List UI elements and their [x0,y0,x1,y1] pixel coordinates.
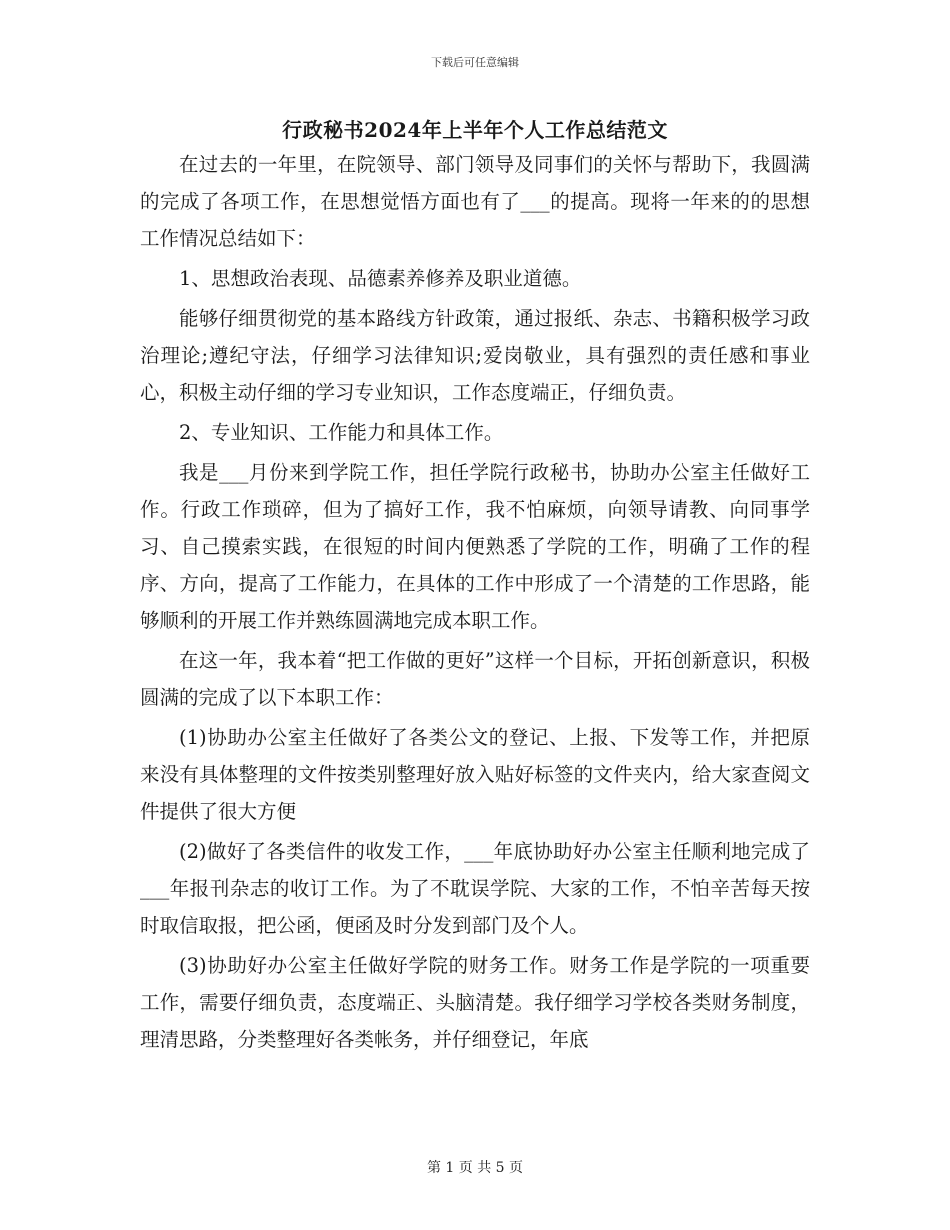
list-item-2: (2)做好了各类信件的收发工作，___年底协助好办公室主任顺利地完成了___年报刊杂志的收订工作。为了不耽误学院、大家的工作，不怕辛苦每天按时取信取报，把公函，便函及时分发到部门及个人。 [140,840,810,937]
list-item-3: (3)协助好办公室主任做好学院的财务工作。财务工作是学院的一项重要工作，需要仔细负责，态度端正、头脑清楚。我仔细学习学校各类财务制度，理清思路，分类整理好各类帐务，并仔细登记，年底 [140,954,810,1051]
page-number: 第 1 页 共 5 页 [426,1160,524,1176]
document-title: 行政秘书2024年上半年个人工作总结范文 [282,118,668,142]
list-item-1: (1)协助办公室主任做好了各类公文的登记、上报、下发等工作，并把原来没有具体整理的文件按类别整理好放入贴好标签的文件夹内，给大家查阅文件提供了很大方便 [140,726,810,823]
page-header-note: 下载后可任意编辑 [431,56,519,69]
paragraph-intro: 在过去的一年里，在院领导、部门领导及同事们的关怀与帮助下，我圆满的完成了各项工作，在思想觉悟方面也有了___的提高。现将一年来的的思想工作情况总结如下： [140,153,810,250]
paragraph-section-2: 我是___月份来到学院工作，担任学院行政秘书，协助办公室主任做好工作。行政工作琐碎，但为了搞好工作，我不怕麻烦，向领导请教、向同事学习、自己摸索实践，在很短的时间内便熟悉了学院的工作，明确了工作的程序、方向，提高了工作能力，在具体的工作中形成了一个清楚的工作思路，能够顺利的开展工作并熟练圆满地完成本职工作。 [140,461,810,632]
paragraph-section-1: 能够仔细贯彻党的基本路线方针政策，通过报纸、杂志、书籍积极学习政治理论;遵纪守法，仔细学习法律知识;爱岗敬业，具有强烈的责任感和事业心，积极主动仔细的学习专业知识，工作态度端正，仔细负责。 [140,307,810,404]
section-heading-1: 1、思想政治表现、品德素养修养及职业道德。 [179,267,582,290]
paragraph-goal: 在这一年，我本着“把工作做的更好”这样一个目标，开拓创新意识，积极圆满的完成了以下本职工作： [140,649,810,709]
document-body [140,146,810,1061]
section-heading-2: 2、专业知识、工作能力和具体工作。 [179,421,504,444]
